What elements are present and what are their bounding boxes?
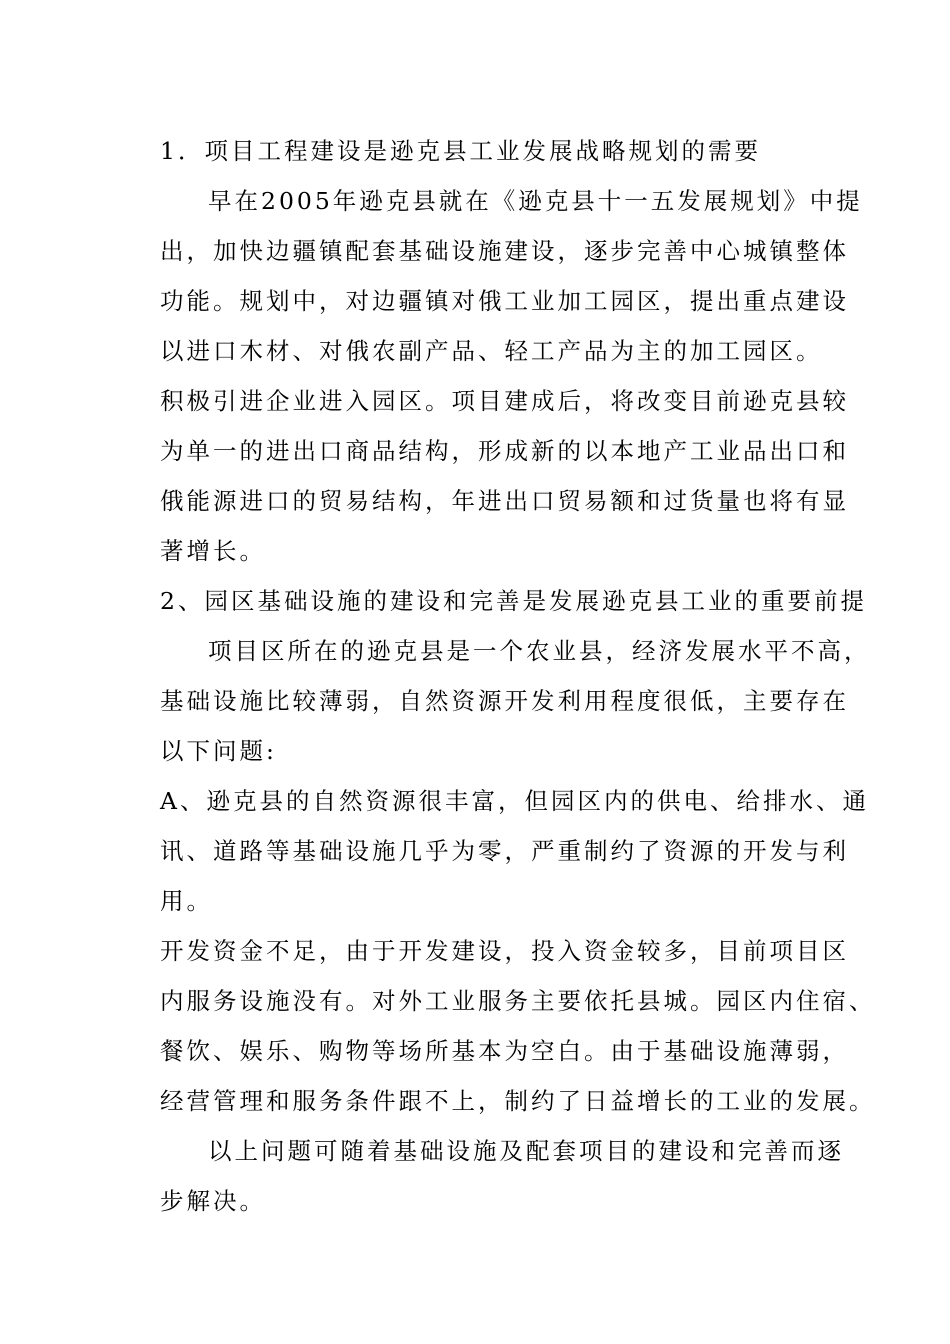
section-heading-2: 2、园区基础设施的建设和完善是发展逊克县工业的重要前提 xyxy=(160,587,867,615)
paragraph-line: 出，加快边疆镇配套基础设施建设，逐步完善中心城镇整体 xyxy=(160,237,849,265)
paragraph-line: 项目区所在的逊克县是一个农业县，经济发展水平不高， xyxy=(208,637,871,665)
paragraph-line: 以进口木材、对俄农副产品、轻工产品为主的加工园区。 xyxy=(160,337,823,365)
paragraph-line: 内服务设施没有。对外工业服务主要依托县城。园区内住宿、 xyxy=(160,987,876,1015)
paragraph-line: 讯、道路等基础设施几乎为零，严重制约了资源的开发与利 xyxy=(160,837,849,865)
paragraph-line: 以下问题: xyxy=(160,737,277,765)
paragraph-line: 积极引进企业进入园区。项目建成后，将改变目前逊克县较 xyxy=(160,387,849,415)
paragraph-line: 用。 xyxy=(160,887,213,915)
paragraph-line: 步解决。 xyxy=(160,1187,266,1215)
list-item-a: A、逊克县的自然资源很丰富，但园区内的供电、给排水、通 xyxy=(160,787,869,815)
paragraph-line: 著增长。 xyxy=(160,537,266,565)
paragraph-line: 早在2005年逊克县就在《逊克县十一五发展规划》中提 xyxy=(208,187,863,215)
paragraph-line: 开发资金不足，由于开发建设，投入资金较多，目前项目区 xyxy=(160,937,849,965)
paragraph-line: 基础设施比较薄弱，自然资源开发利用程度很低，主要存在 xyxy=(160,687,849,715)
paragraph-line: 餐饮、娱乐、购物等场所基本为空白。由于基础设施薄弱， xyxy=(160,1037,849,1065)
paragraph-line: 俄能源进口的贸易结构，年进出口贸易额和过货量也将有显 xyxy=(160,487,849,515)
paragraph-line: 以上问题可随着基础设施及配套项目的建设和完善而逐 xyxy=(208,1137,844,1165)
paragraph-line: 功能。规划中，对边疆镇对俄工业加工园区，提出重点建设 xyxy=(160,287,849,315)
paragraph-line: 经营管理和服务条件跟不上，制约了日益增长的工业的发展。 xyxy=(160,1087,876,1115)
section-heading-1: 1．项目工程建设是逊克县工业发展战略规划的需要 xyxy=(160,137,761,165)
paragraph-line: 为单一的进出口商品结构，形成新的以本地产工业品出口和 xyxy=(160,437,849,465)
